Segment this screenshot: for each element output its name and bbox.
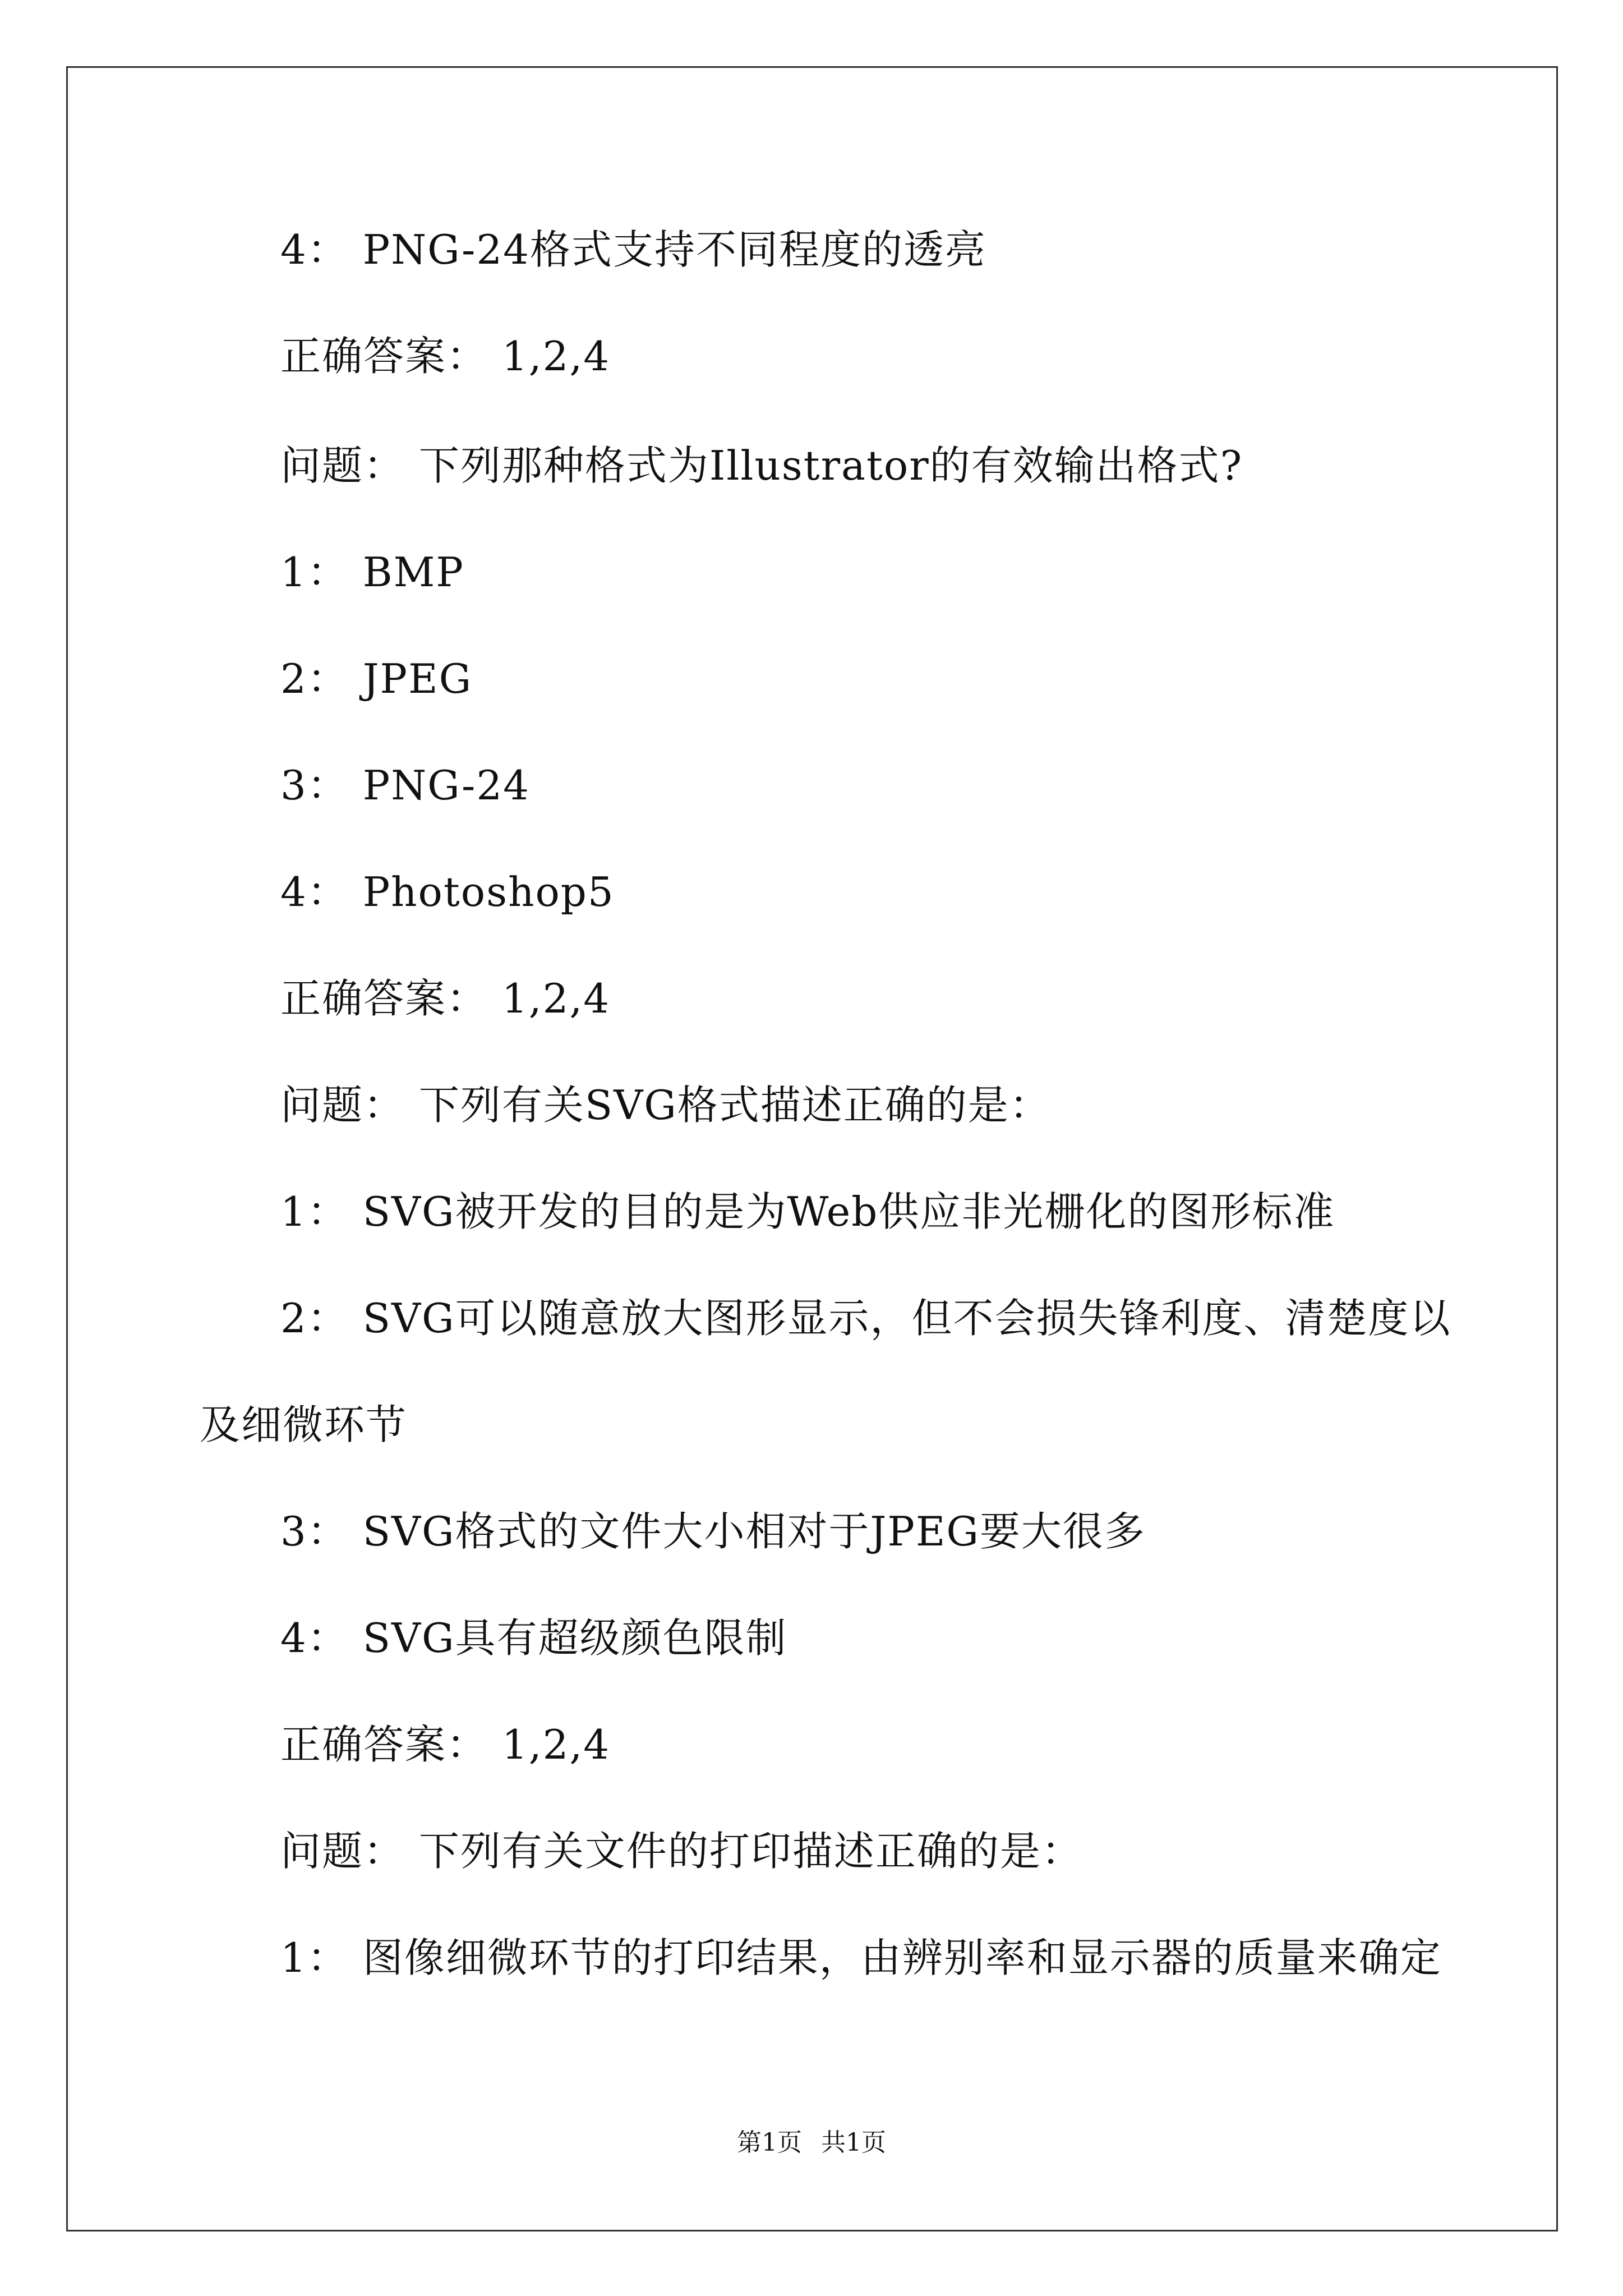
text-line: 2： JPEG xyxy=(280,655,473,702)
text-line: 问题： 下列有关SVG格式描述正确的是： xyxy=(280,1082,1051,1129)
text-line: 2： SVG可以随意放大图形显示，但不会损失锋利度、清楚度以 xyxy=(280,1295,1451,1342)
page-number: 第1页 xyxy=(737,2128,802,2157)
text-line: 3： PNG-24 xyxy=(280,762,530,809)
page-border xyxy=(66,66,1558,2231)
text-line: 4： PNG-24格式支持不同程度的透亮 xyxy=(280,226,986,273)
text-line: 正确答案： 1,2,4 xyxy=(280,333,611,380)
text-line: 1： 图像细微环节的打印结果，由辨别率和显示器的质量来确定 xyxy=(280,1934,1442,1981)
text-line: 正确答案： 1,2,4 xyxy=(280,975,611,1022)
text-line: 3： SVG格式的文件大小相对于JPEG要大很多 xyxy=(280,1508,1146,1555)
text-line: 4： Photoshop5 xyxy=(280,868,615,915)
page-total: 共1页 xyxy=(821,2128,886,2157)
text-line: 问题： 下列那种格式为Illustrator的有效输出格式? xyxy=(280,442,1243,489)
page-footer xyxy=(0,2126,1623,2160)
text-line: 1： BMP xyxy=(280,549,464,596)
text-line: 问题： 下列有关文件的打印描述正确的是： xyxy=(280,1828,1083,1875)
text-line: 正确答案： 1,2,4 xyxy=(280,1721,611,1768)
text-line: 4： SVG具有超级颜色限制 xyxy=(280,1614,787,1662)
text-line: 及细微环节 xyxy=(200,1401,408,1448)
text-line: 1： SVG被开发的目的是为Web供应非光栅化的图形标准 xyxy=(280,1188,1335,1235)
